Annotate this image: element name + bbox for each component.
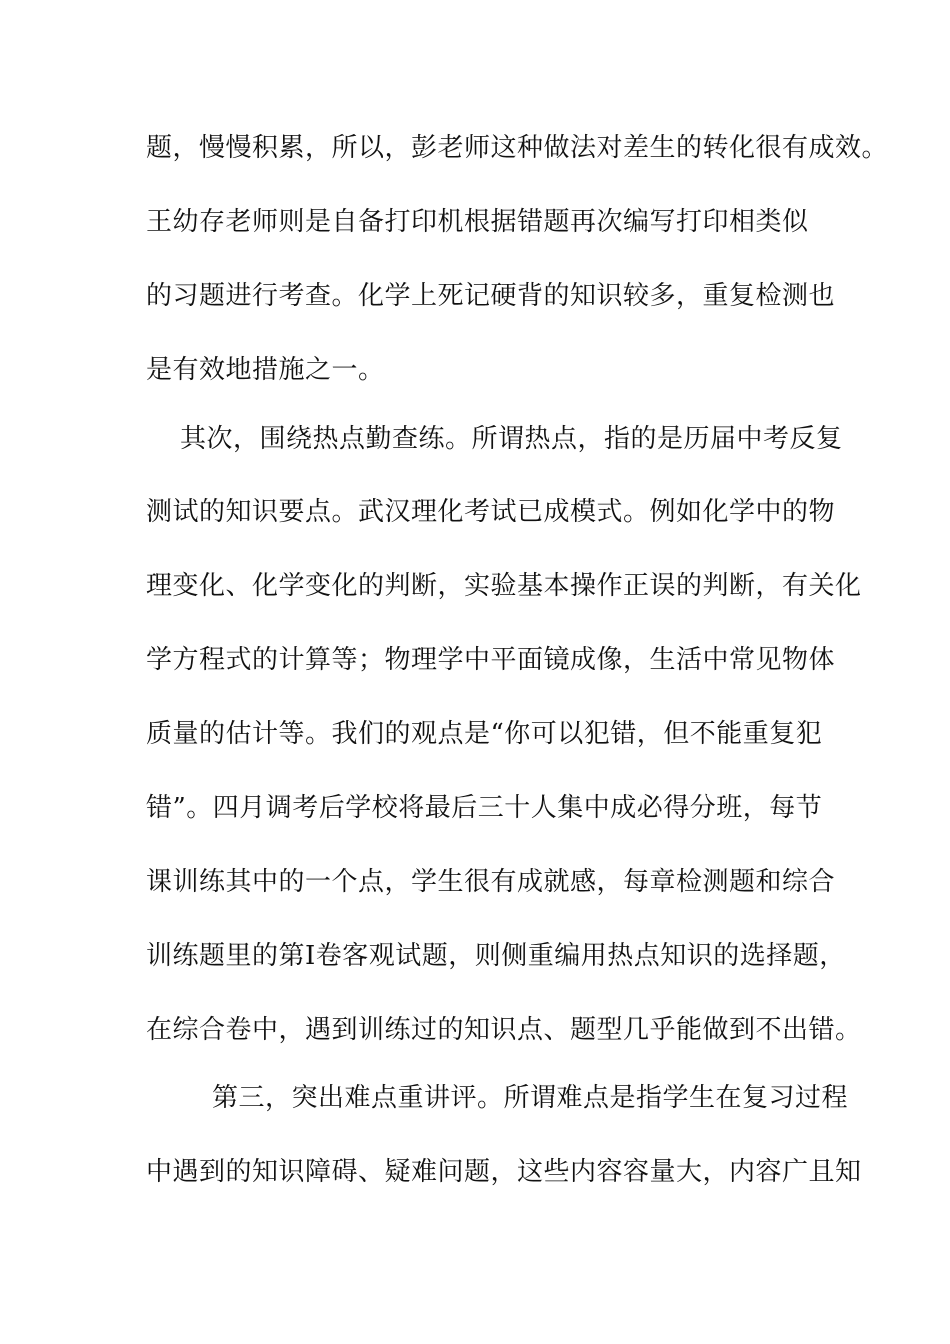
text-line: 题，慢慢积累，所以，彭老师这种做法对差生的转化很有成效。	[146, 133, 889, 163]
text-line: 理变化、化学变化的判断，实验基本操作正误的判断，有关化	[146, 571, 862, 601]
text-line: 王幼存老师则是自备打印机根据错题再次编写打印相类似	[146, 207, 809, 237]
text-line: 测试的知识要点。武汉理化考试已成模式。例如化学中的物	[146, 497, 836, 527]
text-line: 是有效地措施之一。	[146, 355, 385, 385]
text-line: 学方程式的计算等；物理学中平面镜成像，生活中常见物体	[146, 645, 836, 675]
text-line: 训练题里的第Ⅰ卷客观试题，则侧重编用热点知识的选择题，	[146, 941, 846, 971]
text-line: 质量的估计等。我们的观点是“你可以犯错，但不能重复犯	[146, 719, 823, 749]
paragraph-start-line: 其次，围绕热点勤查练。所谓热点，指的是历届中考反复	[180, 424, 843, 454]
text-line: 中遇到的知识障碍、疑难问题，这些内容容量大，内容广且知	[146, 1157, 862, 1187]
text-line: 的习题进行考查。化学上死记硬背的知识较多，重复检测也	[146, 281, 836, 311]
text-line: 错”。四月调考后学校将最后三十人集中成必得分班，每节	[146, 793, 823, 823]
text-line: 在综合卷中，遇到训练过的知识点、题型几乎能做到不出错。	[146, 1015, 862, 1045]
paragraph-start-line: 第三，突出难点重讲评。所谓难点是指学生在复习过程	[212, 1083, 849, 1113]
text-line: 课训练其中的一个点，学生很有成就感，每章检测题和综合	[146, 867, 836, 897]
